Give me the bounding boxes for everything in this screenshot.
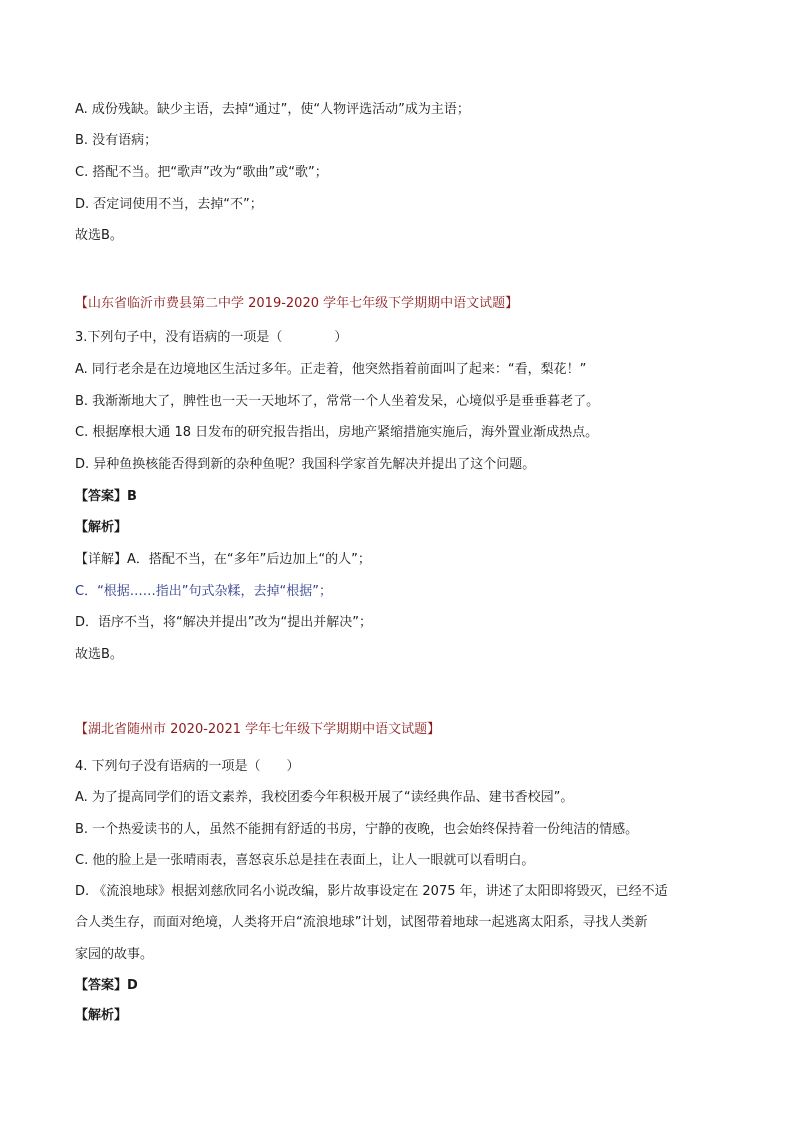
question-4-option-b: B. 一个热爱读书的人，虽然不能拥有舒适的书房，宁静的夜晚，也会始终保持着一份纯洁的情感。 bbox=[75, 822, 639, 837]
option-c-analysis: C. 搭配不当。把“歌声”改为“歌曲”或“歌”； bbox=[75, 165, 328, 180]
question-3-answer: 【答案】B bbox=[75, 489, 137, 504]
question-4-option-c: C. 他的脸上是一张晴雨表，喜怒哀乐总是挂在表面上，让人一眼就可以看明白。 bbox=[75, 853, 535, 868]
conclusion: 故选B。 bbox=[75, 228, 123, 243]
question-3-conclusion: 故选B。 bbox=[75, 647, 123, 662]
question-4-option-a: A. 为了提高同学们的语文素养，我校团委今年积极开展了“读经典作品、建书香校园”。 bbox=[75, 790, 574, 805]
option-d-analysis: D. 否定词使用不当，去掉“不”； bbox=[75, 197, 263, 212]
question-3-detail-a: 【详解】A．搭配不当，在“多年”后边加上“的人”； bbox=[75, 552, 371, 567]
question-4-option-d-line-2: 合人类生存，而面对绝境，人类将开启“流浪地球”计划，试图带着地球一起逃离太阳系，寻找人类新 bbox=[75, 915, 648, 930]
question-4-analysis-label: 【解析】 bbox=[75, 1008, 128, 1023]
question-4-option-d-line-1: D. 《流浪地球》根据刘慈欣同名小说改编，影片故事设定在 2075 年，讲述了太阳即将毁灭，已经不适 bbox=[75, 884, 668, 899]
question-3-source: 【山东省临沂市费县第二中学 2019-2020 学年七年级下学期期中语文试题】 bbox=[75, 296, 519, 311]
question-4-source: 【湖北省随州市 2020-2021 学年七年级下学期期中语文试题】 bbox=[75, 722, 441, 737]
question-3-option-c: C. 根据摩根大通 18 日发布的研究报告指出，房地产紧缩措施实施后，海外置业渐成热点。 bbox=[75, 425, 599, 440]
question-3-option-b: B. 我渐渐地大了，脾性也一天一天地坏了，常常一个人坐着发呆，心境似乎是垂垂暮老了。 bbox=[75, 394, 600, 409]
question-3-option-d: D. 异种鱼换核能否得到新的杂种鱼呢？我国科学家首先解决并提出了这个问题。 bbox=[75, 457, 536, 472]
question-3-analysis-label: 【解析】 bbox=[75, 520, 128, 535]
option-a-analysis: A. 成份残缺。缺少主语，去掉“通过”，使“人物评选活动”成为主语； bbox=[75, 102, 470, 117]
question-3-detail-c: C．“根据……指出”句式杂糅，去掉“根据”； bbox=[75, 584, 333, 599]
question-4-option-d-line-3: 家园的故事。 bbox=[75, 947, 154, 962]
question-3-detail-d: D．语序不当，将“解决并提出”改为“提出并解决”； bbox=[75, 615, 372, 630]
question-3-option-a: A. 同行老余是在边境地区生活过多年。正走着，他突然指着前面叫了起来：“看，梨花！” bbox=[75, 362, 587, 377]
question-3-stem: 3.下列句子中，没有语病的一项是（ ） bbox=[75, 330, 348, 345]
question-4-stem: 4. 下列句子没有语病的一项是（ ） bbox=[75, 759, 300, 774]
question-4-answer: 【答案】D bbox=[75, 978, 138, 993]
option-b-analysis: B. 没有语病； bbox=[75, 133, 158, 148]
